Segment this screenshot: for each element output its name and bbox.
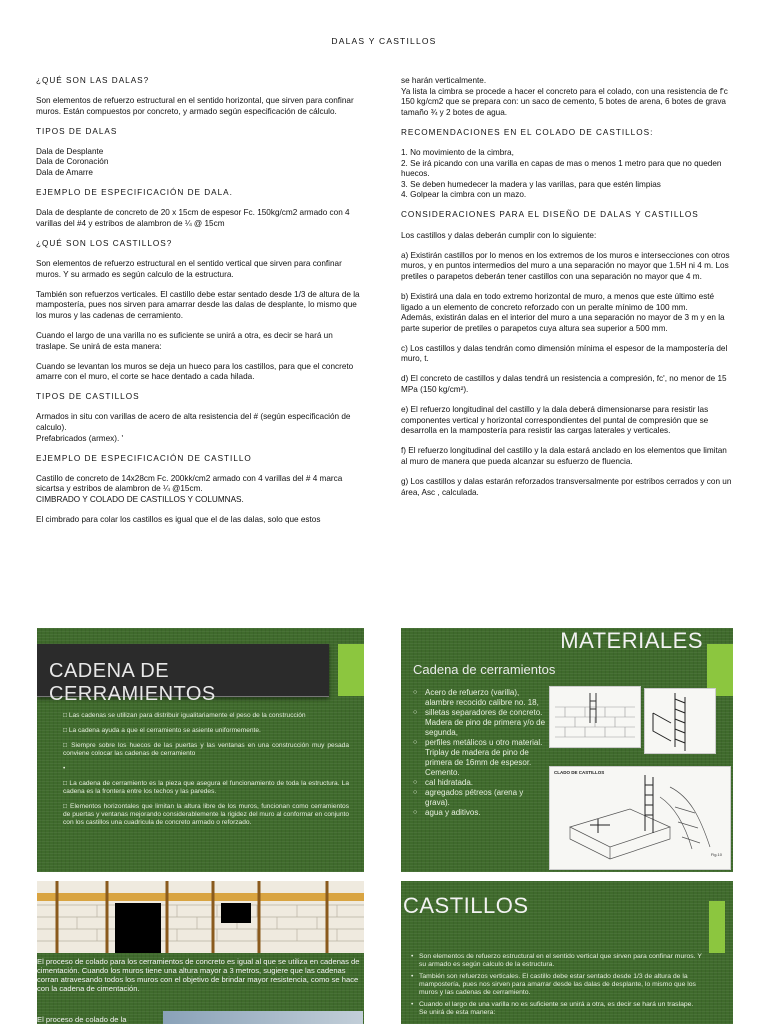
paragraph: Armados in situ con varillas de acero de alta resistencia del # (según especificación de calculo). Prefabricados (armex). ' (36, 412, 351, 443)
slide-materiales (401, 628, 733, 872)
slide-bullet: • También son refuerzos verticales. El castillo debe estar sentado desde 1/3 de altura de la mampostería, pues nos sirven para amarrar desde las dalas de desplante, lo mismo que los muros y las cadenas de cerramiento. (413, 973, 703, 997)
section-heading: EJEMPLO DE ESPECIFICACIÓN DE DALA. (36, 188, 233, 198)
paragraph: Son elementos de refuerzo estructural en el sentido vertical que sirven para confinar muros. Y su armado es según calculo de la estructura. (36, 259, 342, 279)
section-heading: EJEMPLO DE ESPECIFICACIÓN DE CASTILLO (36, 453, 252, 463)
paragraph: Son elementos de refuerzo estructural en el sentido horizontal, que sirven para confinar muros. Están compuestos por concreto, y armado según especificación de cálculo. (36, 96, 354, 116)
slide-paragraph-continued: El proceso de colado de la (37, 1015, 127, 1024)
paragraph: se harán verticalmente. Ya lista la cimbra se procede a hacer el concreto para el colado, con una resistencia de f'c 150 kg/cm2 que se prepara con: un saco de cemento, 5 botes de arena, 6 botes de grava tamaño ¾ y 2 botes de agua. (401, 76, 728, 117)
paragraph: También son refuerzos verticales. El castillo debe estar sentado desde 1/3 de altura de la mampostería, pues nos sirven para amarrar desde las dalas de desplante, lo mismo que los muros y las cadenas de cerramiento. (36, 289, 360, 320)
accent-block (338, 644, 364, 696)
paragraph: e) El refuerzo longitudinal del castillo y la dala deberá dimensionarse para resistir las componentes vertical y horizontal correspondientes del puntal de compresión que se desarrolla en la mampostería para resistir las cargas laterales y verticales. (401, 405, 709, 436)
materials-list-item: ○ agua y aditivos. (413, 808, 549, 818)
figure-number: Fig.10 (710, 852, 722, 857)
figure-caption: CLADO DE CASTILLOS (554, 770, 605, 775)
slide-bullet: • (63, 765, 66, 772)
paragraph: g) Los castillos y dalas estarán reforzados transversalmente por estribos cerrados y con un área, Asc , calculada. (401, 477, 732, 497)
section-heading: RECOMENDACIONES EN EL COLADO DE CASTILLOS: (401, 127, 654, 137)
paragraph: d) El concreto de castillos y dalas tendrá un resistencia a compresión, fc', no menor de 15 MPa (150 kg/cm²). (401, 374, 727, 395)
accent-block (709, 901, 725, 953)
materials-list-item: ○ perfiles metálicos u otro material. Triplay de madera de pino de primera de 16mm de espesor. Cemento. (413, 738, 549, 778)
slide-title: MATERIALES (560, 628, 703, 653)
paragraph: 1. No movimiento de la cimbra, 2. Se irá picando con una varilla en capas de mas o menos 1 metro para que no queden huecos. 3. Se deben humedecer la madera y las varillas, para que estén limpias 4. Golpear la cimbra con un mazo. (401, 147, 722, 200)
cerramiento-photo (37, 881, 364, 953)
castillo-diagram (549, 766, 731, 870)
materials-list-item: ○ silletas separadores de concreto. Madera de pino de primera y/o de segunda, (413, 708, 549, 738)
slide-bullet-list (413, 953, 703, 1021)
slide-bullet: • Son elementos de refuerzo estructural en el sentido vertical que sirven para confinar muros. Y su armado es según calculo de la estructura. (413, 953, 703, 969)
slide-bullet: □ Las cadenas se utilizan para distribuir igualitariamente el peso de la construcción (63, 712, 306, 719)
document-title: DALAS Y CASTILLOS (331, 36, 437, 46)
slide-bullet: □ Siempre sobre los huecos de las puertas y las ventanas en una construcción muy pesada conviene colocar las cadenas de cerramiento (63, 742, 349, 757)
slide-bullet: • Cuando el largo de una varilla no es suficiente se unirá a otra, es decir se hará un traslape. Se unirá de esta manera: (413, 1001, 703, 1017)
slide-bullet: □ La cadena ayuda a que el cerramiento se asiente uniformemente. (63, 727, 261, 734)
paragraph: Dala de desplante de concreto de 20 x 15cm de espesor Fc. 150kg/cm2 armado con 4 varillas del #4 y estribos de alambron de ¼ @ 15cm (36, 208, 350, 228)
construction-photo (163, 1011, 363, 1024)
paragraph: Dala de Desplante Dala de Coronación Dala de Amarre (36, 146, 109, 178)
right-column (401, 76, 734, 508)
section-heading: TIPOS DE CASTILLOS (36, 392, 140, 402)
slide-bullet-list (63, 712, 349, 834)
paragraph: b) Existirá una dala en todo extremo horizontal de muro, a menos que este último esté ligado a un elemento de concreto reforzado con un peralte mínimo de 100 mm. Además, existirán dalas en el interior del muro a una separación no mayor de 3 m y en la parte superior de pretiles o parapetos cuya altura sea superior a 500 mm. (401, 291, 725, 333)
paragraph: a) Existirán castillos por lo menos en los extremos de los muros e intersecciones con otros muros, y en puntos intermedios del muro a una separación no mayor que 1.5H ni 4 m. Los pretiles o parapetos deberán tener castillos con una separación no mayor que 4 m. (401, 250, 730, 281)
paragraph: Cuando el largo de una varilla no es suficiente se unirá a otra, es decir se hará un traslape. Se unirá de esta manera: (36, 331, 333, 351)
section-heading: ¿QUÉ SON LAS DALAS? (36, 76, 150, 85)
slide-title: CASTILLOS (403, 893, 529, 918)
paragraph: Cuando se levantan los muros se deja un hueco para los castillos, para que el concreto amarre con el muro, el corte se hace dentado a cada hilada. (36, 361, 354, 382)
slide-colado-cerramientos (37, 881, 364, 1024)
slide-bullet: □ La cadena de cerramiento es la pieza que asegura el funcionamiento de toda la estructura. La cadena es la frontera entre los techos y las paredes. (63, 780, 349, 795)
materials-list (413, 688, 549, 818)
materials-list-item: ○ agregados pétreos (arena y grava). (413, 788, 549, 808)
rebar-wall-illustration (549, 686, 641, 748)
paragraph: Los castillos y dalas deberán cumplir con lo siguiente: (401, 230, 597, 240)
left-column (36, 76, 366, 535)
rebar-cage-illustration (644, 688, 716, 754)
slide-cadena-de-cerramientos (37, 628, 364, 872)
slide-paragraph: El proceso de colado para los cerramientos de concreto es igual al que se utiliza en cadenas de cimentación. Cuando los muros tiene una altura mayor a 3 metros, sugiere que las cadenas corran atravesando todos los muros con el objetivo de brindar mayor resistencia, como se hace con la cadena de cimentación. (37, 957, 360, 993)
section-heading: CONSIDERACIONES PARA EL DISEÑO DE DALAS Y CASTILLOS (401, 210, 699, 220)
slide-title-box (37, 644, 329, 705)
paragraph: El cimbrado para colar los castillos es igual que el de las dalas, solo que estos (36, 515, 321, 525)
materials-list-item: ○ Acero de refuerzo (varilla), alambre recocido calibre no. 18, (413, 688, 549, 708)
slide-castillos (401, 881, 733, 1024)
section-heading: ¿QUÉ SON LOS CASTILLOS? (36, 238, 173, 248)
paragraph: f) El refuerzo longitudinal del castillo y la dala estará anclado en los elementos que limitan al muro de manera que pueda alcanzar su esfuerzo de fluencia. (401, 446, 727, 467)
slide-bullet: □ Elementos horizontales que limitan la altura libre de los muros, funcionan como cerramientos de puertas y ventanas mejorando considerablemente la rigidez del muro al conformar en conjunto con los castillos una cuadricula de concreto armado o reforzado. (63, 803, 349, 826)
materials-list-item: ○ cal hidratada. (413, 778, 549, 788)
paragraph: c) Los castillos y dalas tendrán como dimensión mínima el espesor de la mampostería del muro, t. (401, 343, 728, 364)
slide-subtitle: Cadena de cerramientos (413, 662, 556, 677)
section-heading: TIPOS DE DALAS (36, 126, 118, 136)
slide-title: CADENA DE CERRAMIENTOS (49, 660, 216, 705)
paragraph: Castillo de concreto de 14x28cm Fc. 200kk/cm2 armado con 4 varillas del # 4 marca sicartsa y estribos de alambron de ¼ @15cm. CIMBRADO Y COLADO DE CASTILLOS Y COLUMNAS. (36, 473, 343, 505)
